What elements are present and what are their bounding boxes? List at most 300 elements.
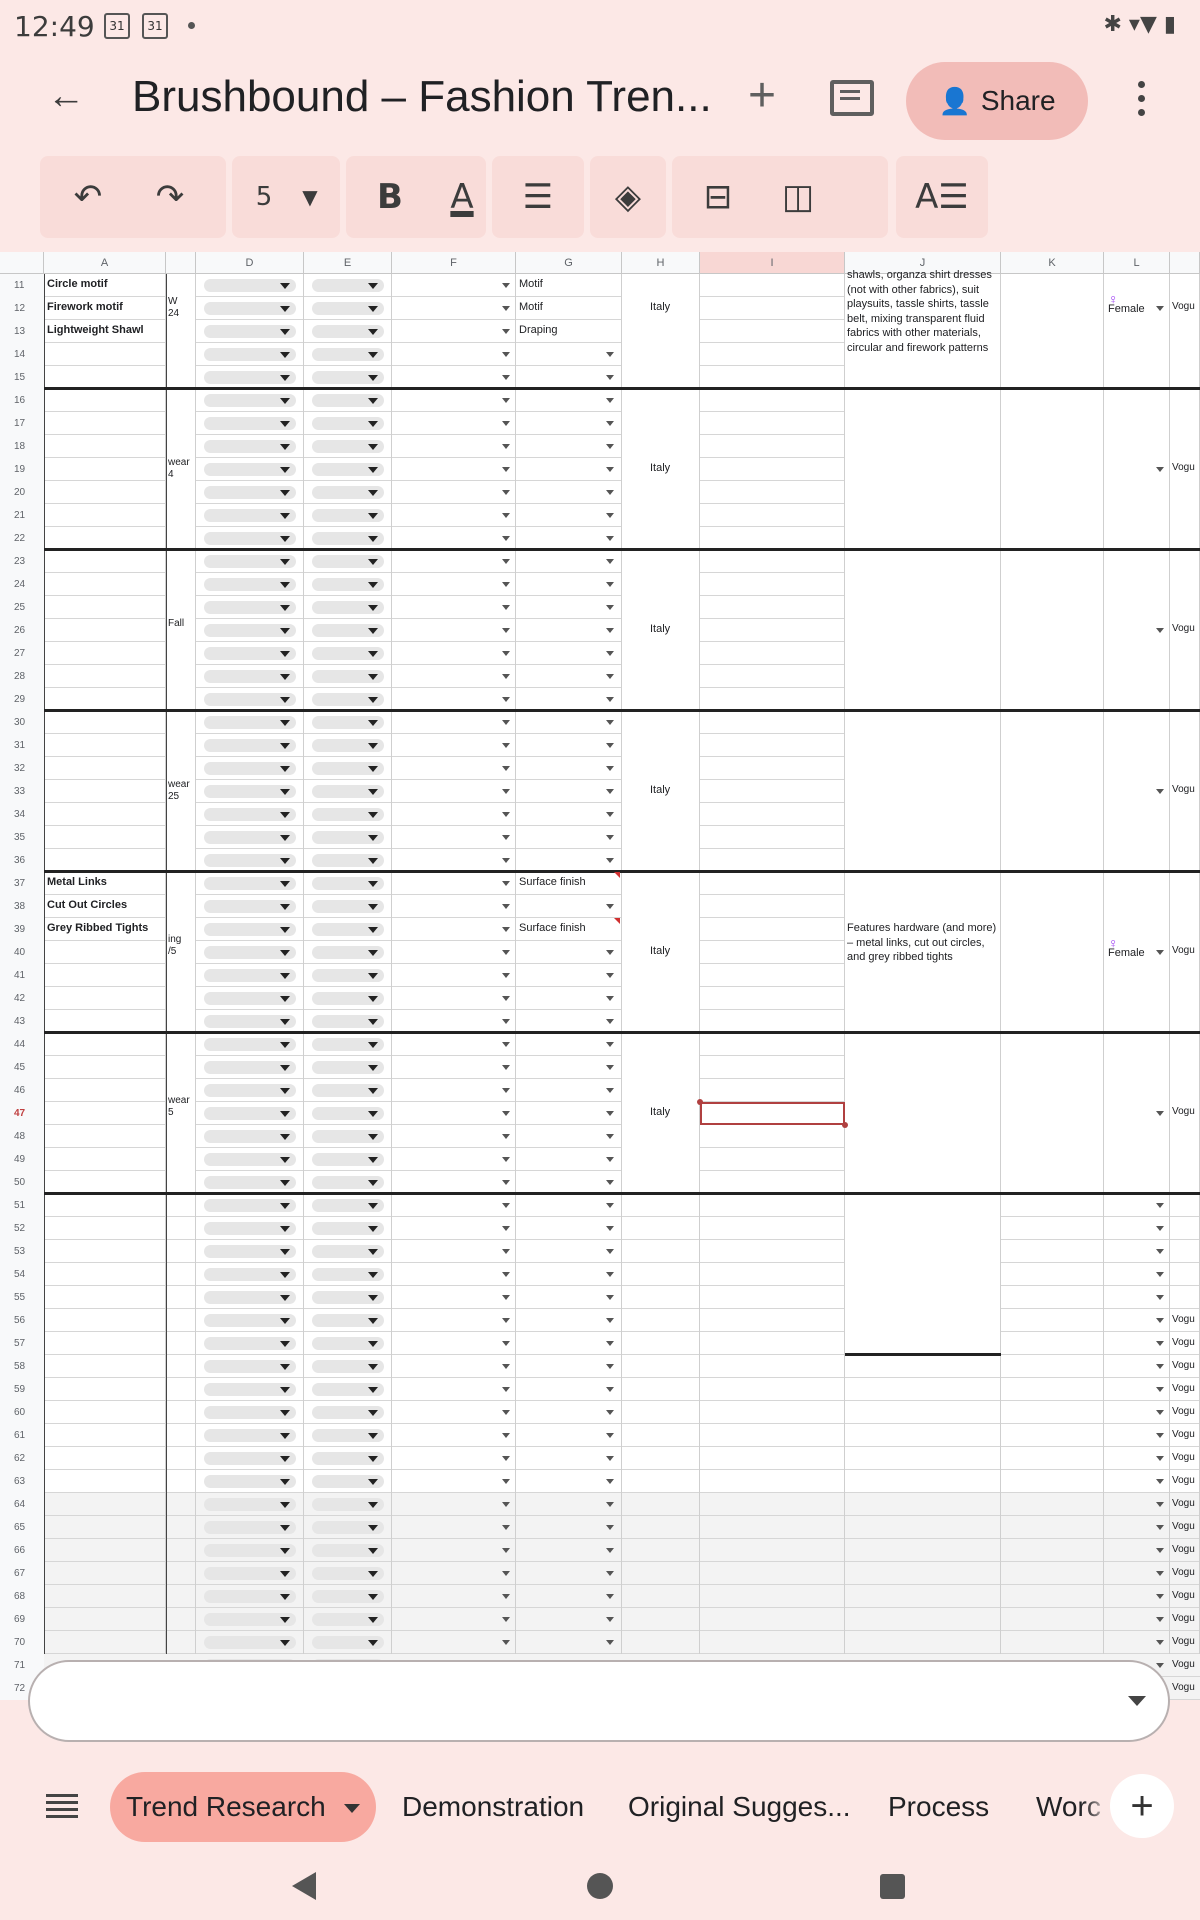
- dropdown-arrow-icon[interactable]: [1156, 1502, 1164, 1507]
- dropdown-arrow-icon[interactable]: [606, 582, 614, 587]
- row-number[interactable]: 53: [0, 1240, 44, 1263]
- status-chip-dropdown[interactable]: [312, 923, 384, 936]
- cell-a12[interactable]: Firework motif: [47, 301, 123, 313]
- row-number[interactable]: 39: [0, 918, 44, 941]
- dropdown-arrow-icon[interactable]: [606, 1295, 614, 1300]
- dropdown-arrow-icon[interactable]: [1156, 1341, 1164, 1346]
- status-chip-dropdown[interactable]: [312, 1153, 384, 1166]
- dropdown-arrow-icon[interactable]: [1156, 628, 1164, 633]
- dropdown-arrow-icon[interactable]: [606, 1111, 614, 1116]
- row-number[interactable]: 57: [0, 1332, 44, 1355]
- cell-b33[interactable]: wear: [168, 779, 190, 790]
- row-number[interactable]: 43: [0, 1010, 44, 1033]
- status-chip-dropdown[interactable]: [312, 1544, 384, 1557]
- cell-g13[interactable]: Draping: [519, 324, 558, 336]
- dropdown-arrow-icon[interactable]: [606, 352, 614, 357]
- row-number[interactable]: 40: [0, 941, 44, 964]
- dropdown-arrow-icon[interactable]: [1156, 306, 1164, 311]
- insert-column-icon[interactable]: ◫: [781, 177, 815, 217]
- dropdown-arrow-icon[interactable]: [502, 1203, 510, 1208]
- status-chip-dropdown[interactable]: [204, 923, 296, 936]
- status-chip-dropdown[interactable]: [204, 440, 296, 453]
- dropdown-arrow-icon[interactable]: [502, 605, 510, 610]
- status-chip-dropdown[interactable]: [312, 1061, 384, 1074]
- merged-cell[interactable]: [845, 712, 1000, 870]
- dropdown-arrow-icon[interactable]: [502, 1433, 510, 1438]
- status-chip-dropdown[interactable]: [312, 1291, 384, 1304]
- dropdown-arrow-icon[interactable]: [502, 628, 510, 633]
- row-number[interactable]: 19: [0, 458, 44, 481]
- row-number[interactable]: 70: [0, 1631, 44, 1654]
- cell-g37[interactable]: Surface finish: [519, 876, 586, 888]
- row-number[interactable]: 55: [0, 1286, 44, 1309]
- status-chip-dropdown[interactable]: [204, 1360, 296, 1373]
- dropdown-arrow-icon[interactable]: [606, 1548, 614, 1553]
- status-chip-dropdown[interactable]: [204, 670, 296, 683]
- dropdown-arrow-icon[interactable]: [606, 398, 614, 403]
- dropdown-arrow-icon[interactable]: [606, 628, 614, 633]
- status-chip-dropdown[interactable]: [204, 601, 296, 614]
- row-number[interactable]: 54: [0, 1263, 44, 1286]
- dropdown-arrow-icon[interactable]: [606, 1226, 614, 1231]
- status-chip-dropdown[interactable]: [312, 877, 384, 890]
- bold-icon[interactable]: B: [377, 177, 403, 217]
- status-chip-dropdown[interactable]: [204, 969, 296, 982]
- status-chip-dropdown[interactable]: [204, 1153, 296, 1166]
- dropdown-arrow-icon[interactable]: [606, 996, 614, 1001]
- status-chip-dropdown[interactable]: [312, 693, 384, 706]
- status-chip-dropdown[interactable]: [204, 739, 296, 752]
- column-header-g[interactable]: G: [516, 252, 622, 274]
- status-chip-dropdown[interactable]: [312, 371, 384, 384]
- row-number[interactable]: 15: [0, 366, 44, 389]
- dropdown-arrow-icon[interactable]: [1156, 1571, 1164, 1576]
- back-arrow-icon[interactable]: ←: [47, 75, 85, 117]
- column-header-k[interactable]: K: [1001, 252, 1104, 274]
- column-header-b[interactable]: [166, 252, 196, 274]
- status-chip-dropdown[interactable]: [312, 969, 384, 982]
- status-chip-dropdown[interactable]: [204, 1383, 296, 1396]
- row-number[interactable]: 20: [0, 481, 44, 504]
- status-chip-dropdown[interactable]: [204, 578, 296, 591]
- dropdown-arrow-icon[interactable]: [502, 329, 510, 334]
- status-chip-dropdown[interactable]: [312, 647, 384, 660]
- dropdown-arrow-icon[interactable]: [1156, 1525, 1164, 1530]
- status-chip-dropdown[interactable]: [204, 371, 296, 384]
- dropdown-arrow-icon[interactable]: [502, 1341, 510, 1346]
- dropdown-arrow-icon[interactable]: [502, 674, 510, 679]
- dropdown-arrow-icon[interactable]: [1156, 1594, 1164, 1599]
- dropdown-arrow-icon[interactable]: [606, 697, 614, 702]
- merged-cell[interactable]: [1001, 551, 1103, 709]
- status-chip-dropdown[interactable]: [204, 1314, 296, 1327]
- row-number[interactable]: 11: [0, 274, 44, 297]
- column-header-l[interactable]: L: [1104, 252, 1170, 274]
- dropdown-arrow-icon[interactable]: [1156, 1272, 1164, 1277]
- dropdown-arrow-icon[interactable]: [502, 536, 510, 541]
- text-formatting-icon[interactable]: A☰: [915, 177, 969, 217]
- status-chip-dropdown[interactable]: [204, 394, 296, 407]
- dropdown-arrow-icon[interactable]: [606, 1387, 614, 1392]
- merged-cell[interactable]: [1001, 275, 1103, 387]
- row-number[interactable]: 17: [0, 412, 44, 435]
- dropdown-arrow-icon[interactable]: [606, 904, 614, 909]
- row-number[interactable]: 62: [0, 1447, 44, 1470]
- document-title[interactable]: Brushbound – Fashion Tren...: [132, 72, 712, 121]
- status-chip-dropdown[interactable]: [312, 1176, 384, 1189]
- row-number[interactable]: 61: [0, 1424, 44, 1447]
- status-chip-dropdown[interactable]: [312, 463, 384, 476]
- dropdown-arrow-icon[interactable]: [502, 1571, 510, 1576]
- row-number[interactable]: 41: [0, 964, 44, 987]
- text-color-icon[interactable]: A: [450, 177, 474, 217]
- status-chip-dropdown[interactable]: [204, 1337, 296, 1350]
- dropdown-arrow-icon[interactable]: [502, 1318, 510, 1323]
- status-chip-dropdown[interactable]: [204, 1268, 296, 1281]
- row-number[interactable]: 34: [0, 803, 44, 826]
- dropdown-arrow-icon[interactable]: [502, 559, 510, 564]
- status-chip-dropdown[interactable]: [204, 1636, 296, 1649]
- dropdown-arrow-icon[interactable]: [502, 283, 510, 288]
- dropdown-arrow-icon[interactable]: [1156, 1387, 1164, 1392]
- row-number[interactable]: 33: [0, 780, 44, 803]
- row-number[interactable]: 67: [0, 1562, 44, 1585]
- font-size-value[interactable]: 5: [255, 182, 273, 212]
- status-chip-dropdown[interactable]: [312, 1268, 384, 1281]
- dropdown-arrow-icon[interactable]: [502, 1548, 510, 1553]
- status-chip-dropdown[interactable]: [312, 1475, 384, 1488]
- dropdown-arrow-icon[interactable]: [502, 1272, 510, 1277]
- cell-a39[interactable]: Grey Ribbed Tights: [47, 922, 149, 934]
- dropdown-arrow-icon[interactable]: [1156, 467, 1164, 472]
- dropdown-arrow-icon[interactable]: [502, 996, 510, 1001]
- dropdown-arrow-icon[interactable]: [502, 1111, 510, 1116]
- cell-b26[interactable]: Fall: [168, 618, 185, 629]
- status-chip-dropdown[interactable]: [312, 601, 384, 614]
- sheet-menu-caret-icon[interactable]: [344, 1804, 360, 1813]
- dropdown-arrow-icon[interactable]: [502, 1065, 510, 1070]
- dropdown-arrow-icon[interactable]: [502, 1502, 510, 1507]
- status-chip-dropdown[interactable]: [312, 1038, 384, 1051]
- dropdown-arrow-icon[interactable]: [606, 1410, 614, 1415]
- cell-a38[interactable]: Cut Out Circles: [47, 899, 128, 911]
- cell-country[interactable]: Italy: [650, 945, 671, 957]
- dropdown-arrow-icon[interactable]: [502, 973, 510, 978]
- merged-cell[interactable]: [1001, 712, 1103, 870]
- dropdown-arrow-icon[interactable]: [606, 835, 614, 840]
- row-number[interactable]: 59: [0, 1378, 44, 1401]
- column-header-m[interactable]: [1170, 252, 1200, 274]
- status-chip-dropdown[interactable]: [312, 1199, 384, 1212]
- status-chip-dropdown[interactable]: [312, 1130, 384, 1143]
- row-number[interactable]: 37: [0, 872, 44, 895]
- cell-g11[interactable]: Motif: [519, 278, 543, 290]
- add-sheet-button[interactable]: +: [1110, 1774, 1174, 1838]
- dropdown-arrow-icon[interactable]: [606, 1157, 614, 1162]
- dropdown-arrow-icon[interactable]: [502, 835, 510, 840]
- dropdown-arrow-icon[interactable]: [502, 352, 510, 357]
- dropdown-arrow-icon[interactable]: [606, 1479, 614, 1484]
- dropdown-arrow-icon[interactable]: [606, 1594, 614, 1599]
- share-button[interactable]: [906, 62, 1088, 140]
- row-number[interactable]: 36: [0, 849, 44, 872]
- row-number[interactable]: 48: [0, 1125, 44, 1148]
- status-chip-dropdown[interactable]: [204, 1567, 296, 1580]
- status-chip-dropdown[interactable]: [312, 555, 384, 568]
- row-number[interactable]: 32: [0, 757, 44, 780]
- status-chip-dropdown[interactable]: [204, 1176, 296, 1189]
- cell-trend-description[interactable]: Features hardware (and more) – metal links, cut out circles, and grey ribbed tights: [847, 922, 997, 963]
- dropdown-arrow-icon[interactable]: [502, 1594, 510, 1599]
- merged-cell[interactable]: [167, 551, 195, 709]
- fill-color-icon[interactable]: ◈: [614, 177, 642, 217]
- dropdown-arrow-icon[interactable]: [606, 789, 614, 794]
- dropdown-arrow-icon[interactable]: [606, 1640, 614, 1645]
- row-number[interactable]: 25: [0, 596, 44, 619]
- dropdown-arrow-icon[interactable]: [502, 1088, 510, 1093]
- dropdown-arrow-icon[interactable]: [502, 1019, 510, 1024]
- status-chip-dropdown[interactable]: [312, 1107, 384, 1120]
- status-chip-dropdown[interactable]: [312, 1222, 384, 1235]
- dropdown-arrow-icon[interactable]: [502, 789, 510, 794]
- status-chip-dropdown[interactable]: [204, 877, 296, 890]
- status-chip-dropdown[interactable]: [312, 716, 384, 729]
- row-number[interactable]: 71: [0, 1654, 44, 1677]
- dropdown-arrow-icon[interactable]: [502, 1617, 510, 1622]
- formula-bar[interactable]: [28, 1660, 1170, 1742]
- dropdown-arrow-icon[interactable]: [606, 766, 614, 771]
- sheet-tab-word[interactable]: Worc: [1036, 1791, 1101, 1822]
- font-size-dropdown-icon[interactable]: ▼: [302, 185, 318, 209]
- dropdown-arrow-icon[interactable]: [502, 1180, 510, 1185]
- row-number[interactable]: 58: [0, 1355, 44, 1378]
- status-chip-dropdown[interactable]: [312, 1245, 384, 1258]
- dropdown-arrow-icon[interactable]: [502, 1249, 510, 1254]
- dropdown-arrow-icon[interactable]: [502, 421, 510, 426]
- status-chip-dropdown[interactable]: [312, 1567, 384, 1580]
- status-chip-dropdown[interactable]: [204, 302, 296, 315]
- status-chip-dropdown[interactable]: [312, 808, 384, 821]
- cell-country[interactable]: Italy: [650, 301, 671, 313]
- sheet-tab-original-suggestions[interactable]: Original Sugges...: [628, 1791, 851, 1822]
- dropdown-arrow-icon[interactable]: [502, 1640, 510, 1645]
- status-chip-dropdown[interactable]: [204, 1130, 296, 1143]
- dropdown-arrow-icon[interactable]: [606, 973, 614, 978]
- dropdown-arrow-icon[interactable]: [606, 421, 614, 426]
- cell-b33b[interactable]: 25: [168, 791, 180, 802]
- dropdown-arrow-icon[interactable]: [1156, 1364, 1164, 1369]
- dropdown-arrow-icon[interactable]: [502, 743, 510, 748]
- dropdown-arrow-icon[interactable]: [502, 1134, 510, 1139]
- row-number[interactable]: 68: [0, 1585, 44, 1608]
- cell-b19b[interactable]: 4: [168, 469, 174, 480]
- cell-b47[interactable]: wear: [168, 1095, 190, 1106]
- status-chip-dropdown[interactable]: [204, 1429, 296, 1442]
- dropdown-arrow-icon[interactable]: [606, 743, 614, 748]
- dropdown-arrow-icon[interactable]: [606, 1525, 614, 1530]
- row-number[interactable]: 13: [0, 320, 44, 343]
- status-chip-dropdown[interactable]: [204, 1245, 296, 1258]
- cell-trend-description[interactable]: shawls, organza shirt dresses (not with other fabrics), suit playsuits, tassle shirts, tassle belt, mixing transparent fluid fabrics with other materials, circular and firework patterns: [847, 269, 992, 354]
- status-chip-dropdown[interactable]: [312, 785, 384, 798]
- dropdown-arrow-icon[interactable]: [606, 651, 614, 656]
- dropdown-arrow-icon[interactable]: [606, 467, 614, 472]
- dropdown-arrow-icon[interactable]: [606, 1502, 614, 1507]
- sheet-tab-demonstration[interactable]: Demonstration: [402, 1791, 585, 1822]
- dropdown-arrow-icon[interactable]: [502, 1387, 510, 1392]
- status-chip-dropdown[interactable]: [312, 1406, 384, 1419]
- dropdown-arrow-icon[interactable]: [502, 582, 510, 587]
- dropdown-arrow-icon[interactable]: [502, 398, 510, 403]
- dropdown-arrow-icon[interactable]: [502, 444, 510, 449]
- status-chip-dropdown[interactable]: [204, 831, 296, 844]
- dropdown-arrow-icon[interactable]: [1156, 1617, 1164, 1622]
- status-chip-dropdown[interactable]: [204, 1199, 296, 1212]
- dropdown-arrow-icon[interactable]: [1156, 1226, 1164, 1231]
- dropdown-arrow-icon[interactable]: [606, 444, 614, 449]
- dropdown-arrow-icon[interactable]: [1156, 1249, 1164, 1254]
- status-chip-dropdown[interactable]: [204, 509, 296, 522]
- row-number[interactable]: 47: [0, 1102, 44, 1125]
- row-number[interactable]: 26: [0, 619, 44, 642]
- status-chip-dropdown[interactable]: [312, 532, 384, 545]
- dropdown-arrow-icon[interactable]: [606, 1042, 614, 1047]
- dropdown-arrow-icon[interactable]: [502, 1042, 510, 1047]
- status-chip-dropdown[interactable]: [204, 463, 296, 476]
- status-chip-dropdown[interactable]: [312, 1636, 384, 1649]
- dropdown-arrow-icon[interactable]: [1156, 1203, 1164, 1208]
- dropdown-arrow-icon[interactable]: [1156, 1433, 1164, 1438]
- dropdown-arrow-icon[interactable]: [1156, 789, 1164, 794]
- status-chip-dropdown[interactable]: [204, 900, 296, 913]
- status-chip-dropdown[interactable]: [204, 486, 296, 499]
- row-number[interactable]: 29: [0, 688, 44, 711]
- status-chip-dropdown[interactable]: [204, 716, 296, 729]
- dropdown-arrow-icon[interactable]: [606, 1249, 614, 1254]
- dropdown-arrow-icon[interactable]: [1156, 1295, 1164, 1300]
- status-chip-dropdown[interactable]: [312, 739, 384, 752]
- column-header-a[interactable]: A: [44, 252, 166, 274]
- row-number[interactable]: 22: [0, 527, 44, 550]
- row-number[interactable]: 52: [0, 1217, 44, 1240]
- cell-country[interactable]: Italy: [650, 784, 671, 796]
- more-options-icon[interactable]: [1136, 78, 1146, 122]
- status-chip-dropdown[interactable]: [312, 578, 384, 591]
- dropdown-arrow-icon[interactable]: [1156, 1640, 1164, 1645]
- status-chip-dropdown[interactable]: [312, 1314, 384, 1327]
- dropdown-arrow-icon[interactable]: [502, 904, 510, 909]
- dropdown-arrow-icon[interactable]: [1156, 1410, 1164, 1415]
- status-chip-dropdown[interactable]: [204, 1291, 296, 1304]
- active-cell-selection[interactable]: [700, 1102, 845, 1125]
- dropdown-arrow-icon[interactable]: [502, 306, 510, 311]
- merged-cell[interactable]: [845, 390, 1000, 548]
- dropdown-arrow-icon[interactable]: [606, 513, 614, 518]
- dropdown-arrow-icon[interactable]: [502, 1295, 510, 1300]
- dropdown-arrow-icon[interactable]: [1156, 1456, 1164, 1461]
- cell-b19[interactable]: wear: [168, 457, 190, 468]
- cell-a11[interactable]: Circle motif: [47, 278, 108, 290]
- dropdown-arrow-icon[interactable]: [502, 651, 510, 656]
- comment-icon[interactable]: [830, 80, 874, 116]
- dropdown-arrow-icon[interactable]: [606, 559, 614, 564]
- status-chip-dropdown[interactable]: [204, 808, 296, 821]
- status-chip-dropdown[interactable]: [312, 486, 384, 499]
- status-chip-dropdown[interactable]: [204, 279, 296, 292]
- status-chip-dropdown[interactable]: [312, 394, 384, 407]
- row-number[interactable]: 27: [0, 642, 44, 665]
- status-chip-dropdown[interactable]: [204, 647, 296, 660]
- status-chip-dropdown[interactable]: [204, 1452, 296, 1465]
- nav-recents-icon[interactable]: [880, 1874, 905, 1899]
- column-header-d[interactable]: D: [196, 252, 304, 274]
- dropdown-arrow-icon[interactable]: [502, 720, 510, 725]
- status-chip-dropdown[interactable]: [312, 1590, 384, 1603]
- status-chip-dropdown[interactable]: [312, 348, 384, 361]
- dropdown-arrow-icon[interactable]: [606, 1272, 614, 1277]
- status-chip-dropdown[interactable]: [312, 440, 384, 453]
- dropdown-arrow-icon[interactable]: [502, 467, 510, 472]
- dropdown-arrow-icon[interactable]: [606, 375, 614, 380]
- status-chip-dropdown[interactable]: [312, 1015, 384, 1028]
- status-chip-dropdown[interactable]: [312, 325, 384, 338]
- dropdown-arrow-icon[interactable]: [606, 1571, 614, 1576]
- dropdown-arrow-icon[interactable]: [502, 766, 510, 771]
- status-chip-dropdown[interactable]: [204, 348, 296, 361]
- status-chip-dropdown[interactable]: [312, 624, 384, 637]
- dropdown-arrow-icon[interactable]: [606, 1456, 614, 1461]
- status-chip-dropdown[interactable]: [204, 946, 296, 959]
- row-number[interactable]: 30: [0, 711, 44, 734]
- column-header-i[interactable]: I: [700, 252, 845, 274]
- dropdown-arrow-icon[interactable]: [606, 1318, 614, 1323]
- dropdown-arrow-icon[interactable]: [606, 1019, 614, 1024]
- dropdown-arrow-icon[interactable]: [1156, 1479, 1164, 1484]
- dropdown-arrow-icon[interactable]: [606, 674, 614, 679]
- dropdown-arrow-icon[interactable]: [502, 881, 510, 886]
- row-number[interactable]: 16: [0, 389, 44, 412]
- cell-g12[interactable]: Motif: [519, 301, 543, 313]
- cell-country[interactable]: Italy: [650, 623, 671, 635]
- add-icon[interactable]: +: [748, 69, 777, 122]
- status-chip-dropdown[interactable]: [204, 1222, 296, 1235]
- row-number[interactable]: 12: [0, 297, 44, 320]
- undo-icon[interactable]: ↶: [73, 177, 103, 217]
- select-all-corner[interactable]: [0, 252, 44, 274]
- status-chip-dropdown[interactable]: [312, 1360, 384, 1373]
- row-number[interactable]: 56: [0, 1309, 44, 1332]
- dropdown-arrow-icon[interactable]: [502, 1157, 510, 1162]
- cell-b12b[interactable]: 24: [168, 308, 180, 319]
- align-left-icon[interactable]: ☰: [522, 177, 554, 217]
- row-number[interactable]: 21: [0, 504, 44, 527]
- dropdown-arrow-icon[interactable]: [1156, 950, 1164, 955]
- cell-g39[interactable]: Surface finish: [519, 922, 586, 934]
- dropdown-arrow-icon[interactable]: [502, 1226, 510, 1231]
- row-number[interactable]: 14: [0, 343, 44, 366]
- status-chip-dropdown[interactable]: [204, 1498, 296, 1511]
- dropdown-arrow-icon[interactable]: [606, 1180, 614, 1185]
- dropdown-arrow-icon[interactable]: [606, 490, 614, 495]
- cell-b40[interactable]: ing: [168, 934, 182, 945]
- dropdown-arrow-icon[interactable]: [606, 720, 614, 725]
- status-chip-dropdown[interactable]: [312, 946, 384, 959]
- status-chip-dropdown[interactable]: [312, 1084, 384, 1097]
- dropdown-arrow-icon[interactable]: [502, 1410, 510, 1415]
- dropdown-arrow-icon[interactable]: [1156, 1111, 1164, 1116]
- column-header-j[interactable]: J: [845, 252, 1001, 274]
- column-header-f[interactable]: F: [392, 252, 516, 274]
